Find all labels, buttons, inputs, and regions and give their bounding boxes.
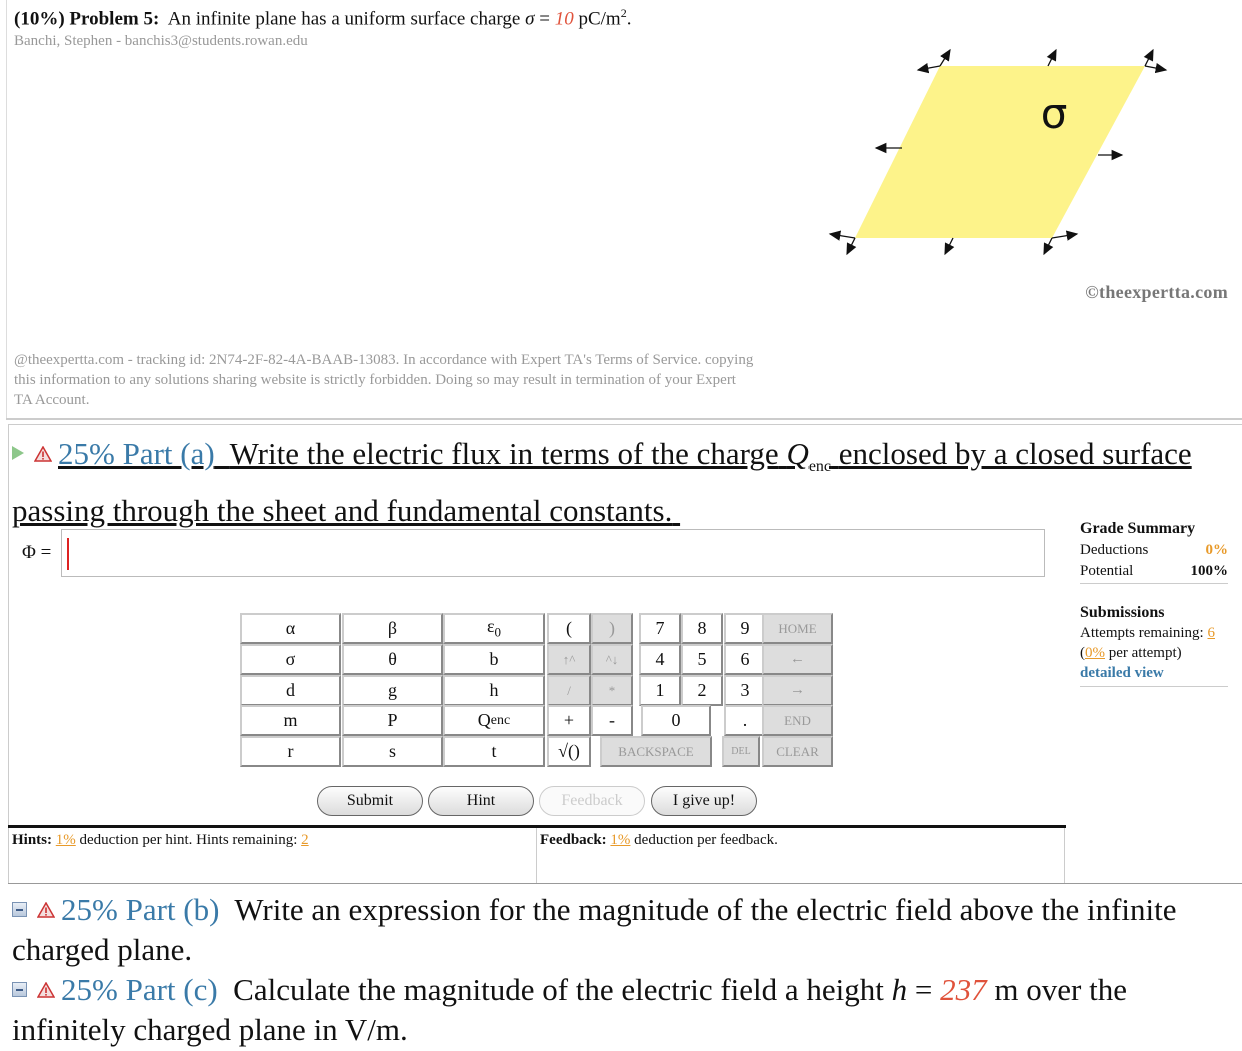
student-info: Banchi, Stephen - banchis3@students.rowan.edu bbox=[14, 33, 308, 49]
h-symbol: h bbox=[891, 972, 908, 1007]
hints-panel bbox=[12, 832, 309, 849]
answer-label: Φ = bbox=[22, 542, 52, 563]
part-a-label: 25% Part (a) bbox=[58, 436, 215, 471]
key-6[interactable]: 6 bbox=[724, 644, 766, 675]
q-subscript: enc bbox=[808, 458, 832, 476]
key-sigma[interactable]: σ bbox=[240, 644, 341, 675]
problem-title bbox=[14, 6, 631, 30]
key-1[interactable]: 1 bbox=[639, 675, 681, 706]
part-c-equals: = bbox=[914, 972, 933, 1007]
left-border bbox=[6, 0, 7, 420]
key-3[interactable]: 3 bbox=[724, 675, 766, 706]
key-2[interactable]: 2 bbox=[681, 675, 723, 706]
problem-weight: (10%) bbox=[14, 8, 65, 30]
key-divide[interactable]: / bbox=[547, 675, 591, 706]
part-a-header[interactable] bbox=[12, 432, 1232, 533]
part-c-label: 25% Part (c) bbox=[61, 972, 218, 1007]
key-9[interactable]: 9 bbox=[724, 613, 766, 644]
key-right-arrow[interactable]: → bbox=[762, 675, 833, 706]
part-a-bottom-border bbox=[8, 883, 1242, 884]
per-attempt-label: per attempt) bbox=[1108, 645, 1182, 661]
key-epsilon0-label: $\varepsilon_0$ bbox=[486, 616, 502, 640]
key-open-paren[interactable]: ( bbox=[547, 613, 591, 644]
equals-sign: = bbox=[539, 8, 550, 30]
key-beta[interactable]: β bbox=[342, 613, 443, 644]
key-left-arrow[interactable]: ← bbox=[762, 644, 833, 675]
detailed-view-link[interactable]: detailed view bbox=[1080, 665, 1164, 681]
problem-statement: An infinite plane has a uniform surface charge bbox=[167, 8, 521, 30]
hints-label: Hints: bbox=[12, 832, 53, 848]
give-up-button[interactable]: I give up! bbox=[651, 786, 757, 816]
key-plus[interactable]: + bbox=[547, 705, 591, 736]
potential-value: 100% bbox=[1190, 563, 1228, 579]
key-q-enc[interactable]: Q enc bbox=[443, 705, 545, 736]
attempts-label: Attempts remaining: bbox=[1080, 625, 1204, 641]
part-b-text: Write an expression for the magnitude of the electric field above the infinite charged plane. bbox=[12, 892, 1177, 967]
hints-remaining: 2 bbox=[301, 832, 309, 848]
warning-icon bbox=[37, 982, 55, 998]
deductions-value: 0% bbox=[1205, 542, 1228, 558]
charged-plane bbox=[855, 66, 1145, 238]
submissions-panel: Submissions Attempts remaining: 6 (0% per attempt) detailed view bbox=[1080, 603, 1228, 687]
key-del[interactable]: DEL bbox=[722, 736, 760, 767]
key-up-caret[interactable]: ↑^ bbox=[547, 644, 591, 675]
part-a-text-after: enclosed by a closed surface passing through the sheet and fundamental constants. bbox=[12, 436, 1192, 529]
key-t[interactable]: t bbox=[443, 736, 545, 767]
collapse-icon[interactable] bbox=[12, 902, 27, 917]
key-multiply[interactable]: * bbox=[591, 675, 633, 706]
hints-divider bbox=[8, 825, 1066, 828]
expand-triangle-icon[interactable] bbox=[12, 446, 24, 460]
deductions-label: Deductions bbox=[1080, 542, 1149, 558]
key-down-caret[interactable]: ^↓ bbox=[591, 644, 633, 675]
key-d[interactable]: d bbox=[240, 675, 341, 706]
potential-label: Potential bbox=[1080, 563, 1134, 579]
copyright: ©theexpertta.com bbox=[1085, 282, 1228, 302]
sigma-unit-exponent: 2 bbox=[620, 6, 627, 20]
warning-icon bbox=[34, 446, 52, 462]
collapse-icon[interactable] bbox=[12, 982, 27, 997]
hints-feedback-separator bbox=[536, 828, 537, 883]
grade-summary-title: Grade Summary bbox=[1080, 520, 1196, 537]
statement-end: . bbox=[626, 8, 632, 30]
key-decimal[interactable]: . bbox=[724, 705, 766, 736]
figure-sigma-label: σ bbox=[1040, 89, 1068, 138]
grade-summary bbox=[1080, 520, 1228, 584]
answer-input[interactable] bbox=[61, 529, 1045, 577]
part-a-left-border bbox=[8, 424, 9, 884]
feedback-panel bbox=[540, 832, 778, 849]
q-symbol: Q bbox=[786, 436, 809, 471]
key-h[interactable]: h bbox=[443, 675, 545, 706]
text-cursor bbox=[67, 538, 69, 570]
tracking-notice: @theexpertta.com - tracking id: 2N74-2F-82-4A-BAAB-13083. In accordance with Expert TA's Terms of Service. copying this information to any solutions sharing website is strictly forbidden. Doing so may result in termination of your Expert TA Account. bbox=[14, 352, 754, 408]
key-g[interactable]: g bbox=[342, 675, 443, 706]
submissions-title: Submissions bbox=[1080, 604, 1165, 621]
part-b-header[interactable] bbox=[12, 890, 1232, 970]
problem-label: Problem 5: bbox=[69, 8, 160, 30]
key-b[interactable]: b bbox=[443, 644, 545, 675]
key-home[interactable]: HOME bbox=[762, 613, 833, 644]
key-5[interactable]: 5 bbox=[681, 644, 723, 675]
per-attempt-value: 0% bbox=[1085, 645, 1105, 661]
part-b-label: 25% Part (b) bbox=[61, 892, 220, 927]
key-alpha[interactable]: α bbox=[240, 613, 341, 644]
sigma-unit: pC/m bbox=[578, 8, 621, 30]
key-m[interactable]: m bbox=[240, 705, 341, 736]
key-sqrt[interactable]: √() bbox=[547, 736, 591, 767]
key-epsilon0[interactable] bbox=[443, 613, 545, 644]
sigma-symbol: σ bbox=[525, 8, 535, 30]
warning-icon bbox=[37, 902, 55, 918]
attempts-value: 6 bbox=[1207, 625, 1215, 641]
part-c-text-before: Calculate the magnitude of the electric field a height bbox=[233, 972, 884, 1007]
key-8[interactable]: 8 bbox=[681, 613, 723, 644]
feedback-deduction: 1% bbox=[610, 832, 631, 848]
key-s[interactable]: s bbox=[342, 736, 443, 767]
key-end[interactable]: END bbox=[762, 705, 833, 736]
charged-plane-figure bbox=[820, 40, 1180, 270]
key-close-paren[interactable]: ) bbox=[591, 613, 633, 644]
section-divider bbox=[6, 418, 1242, 420]
key-clear[interactable]: CLEAR bbox=[762, 736, 833, 767]
hint-deduction: 1% bbox=[55, 832, 76, 848]
hints-text: deduction per hint. Hints remaining: bbox=[79, 832, 298, 848]
part-a-top-border bbox=[8, 424, 1242, 425]
feedback-button[interactable]: Feedback bbox=[539, 786, 645, 816]
sigma-value: 10 bbox=[554, 8, 574, 30]
key-4[interactable]: 4 bbox=[639, 644, 681, 675]
feedback-text: deduction per feedback. bbox=[634, 832, 778, 848]
hint-button[interactable]: Hint bbox=[428, 786, 534, 816]
part-c-text-after: m over the infinitely charged plane in V/m. bbox=[12, 972, 1127, 1047]
part-c-header[interactable] bbox=[12, 970, 1232, 1050]
key-7[interactable]: 7 bbox=[639, 613, 681, 644]
key-minus[interactable]: - bbox=[591, 705, 633, 736]
part-a-text-before: Write the electric flux in terms of the charge bbox=[229, 436, 779, 471]
key-backspace[interactable]: BACKSPACE bbox=[600, 736, 712, 767]
key-p[interactable]: P bbox=[342, 705, 443, 736]
submit-button[interactable]: Submit bbox=[317, 786, 423, 816]
key-theta[interactable]: θ bbox=[342, 644, 443, 675]
feedback-label: Feedback: bbox=[540, 832, 607, 848]
key-r[interactable]: r bbox=[240, 736, 341, 767]
key-0[interactable]: 0 bbox=[641, 705, 711, 736]
feedback-right-border bbox=[1064, 828, 1065, 883]
height-value: 237 bbox=[940, 972, 987, 1007]
